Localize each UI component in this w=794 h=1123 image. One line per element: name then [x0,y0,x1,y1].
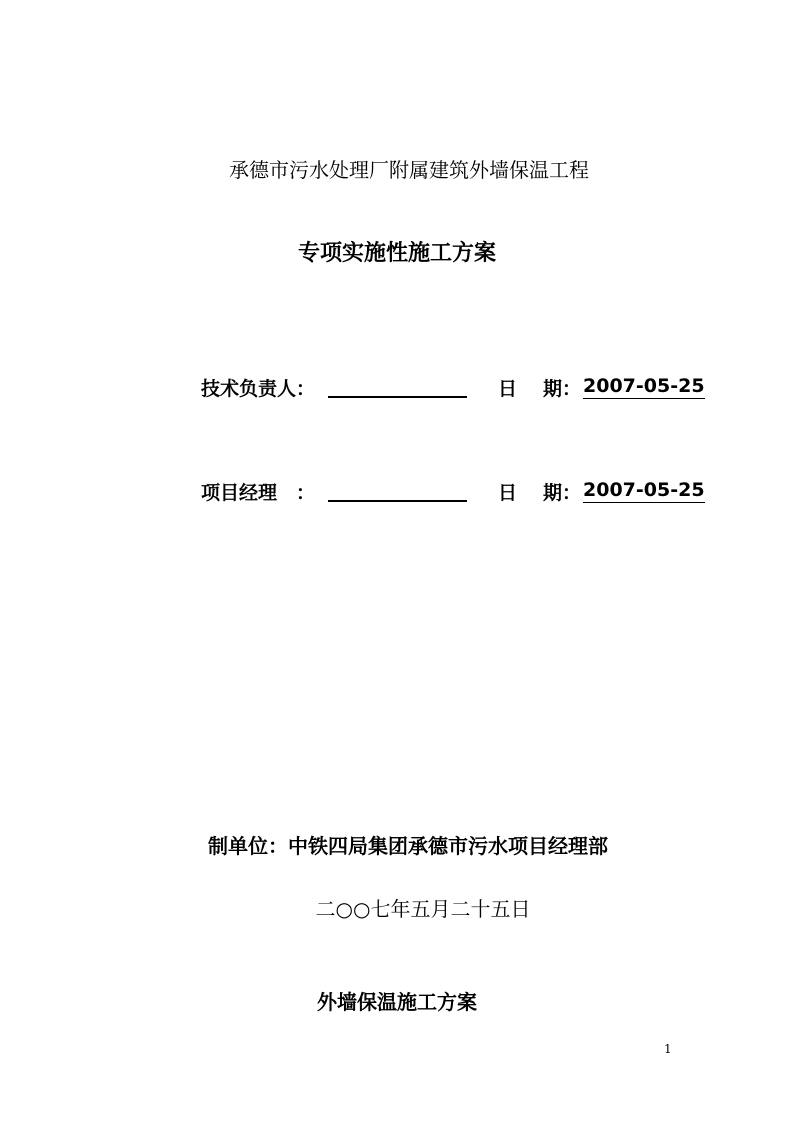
technical-lead-signature-line [328,396,467,398]
page-number: 1 [664,1042,672,1056]
project-manager-date-label [498,478,581,505]
date-label-char-2: 期： [543,378,582,400]
issuing-unit: 制单位：中铁四局集团承德市污水项目经理部 [208,834,608,858]
technical-lead-label: 技术负责人： [201,378,316,400]
date-label-char-2: 期： [543,482,582,504]
project-title: 承德市污水处理厂附属建筑外墙保温工程 [229,158,589,182]
plan-title: 专项实施性施工方案 [297,240,496,266]
issue-date: 二○○七年五月二十五日 [315,897,531,921]
technical-lead-date-value: 2007-05-25 [583,375,705,397]
technical-lead-date-label [498,374,581,401]
section-title: 外墙保温施工方案 [317,990,477,1014]
date-label-char-1: 日 [498,482,518,504]
project-manager-signature-line [328,500,467,502]
date-label-char-1: 日 [498,378,518,400]
project-manager-label: 项目经理 ： [201,482,316,504]
project-manager-date-value: 2007-05-25 [583,479,705,501]
